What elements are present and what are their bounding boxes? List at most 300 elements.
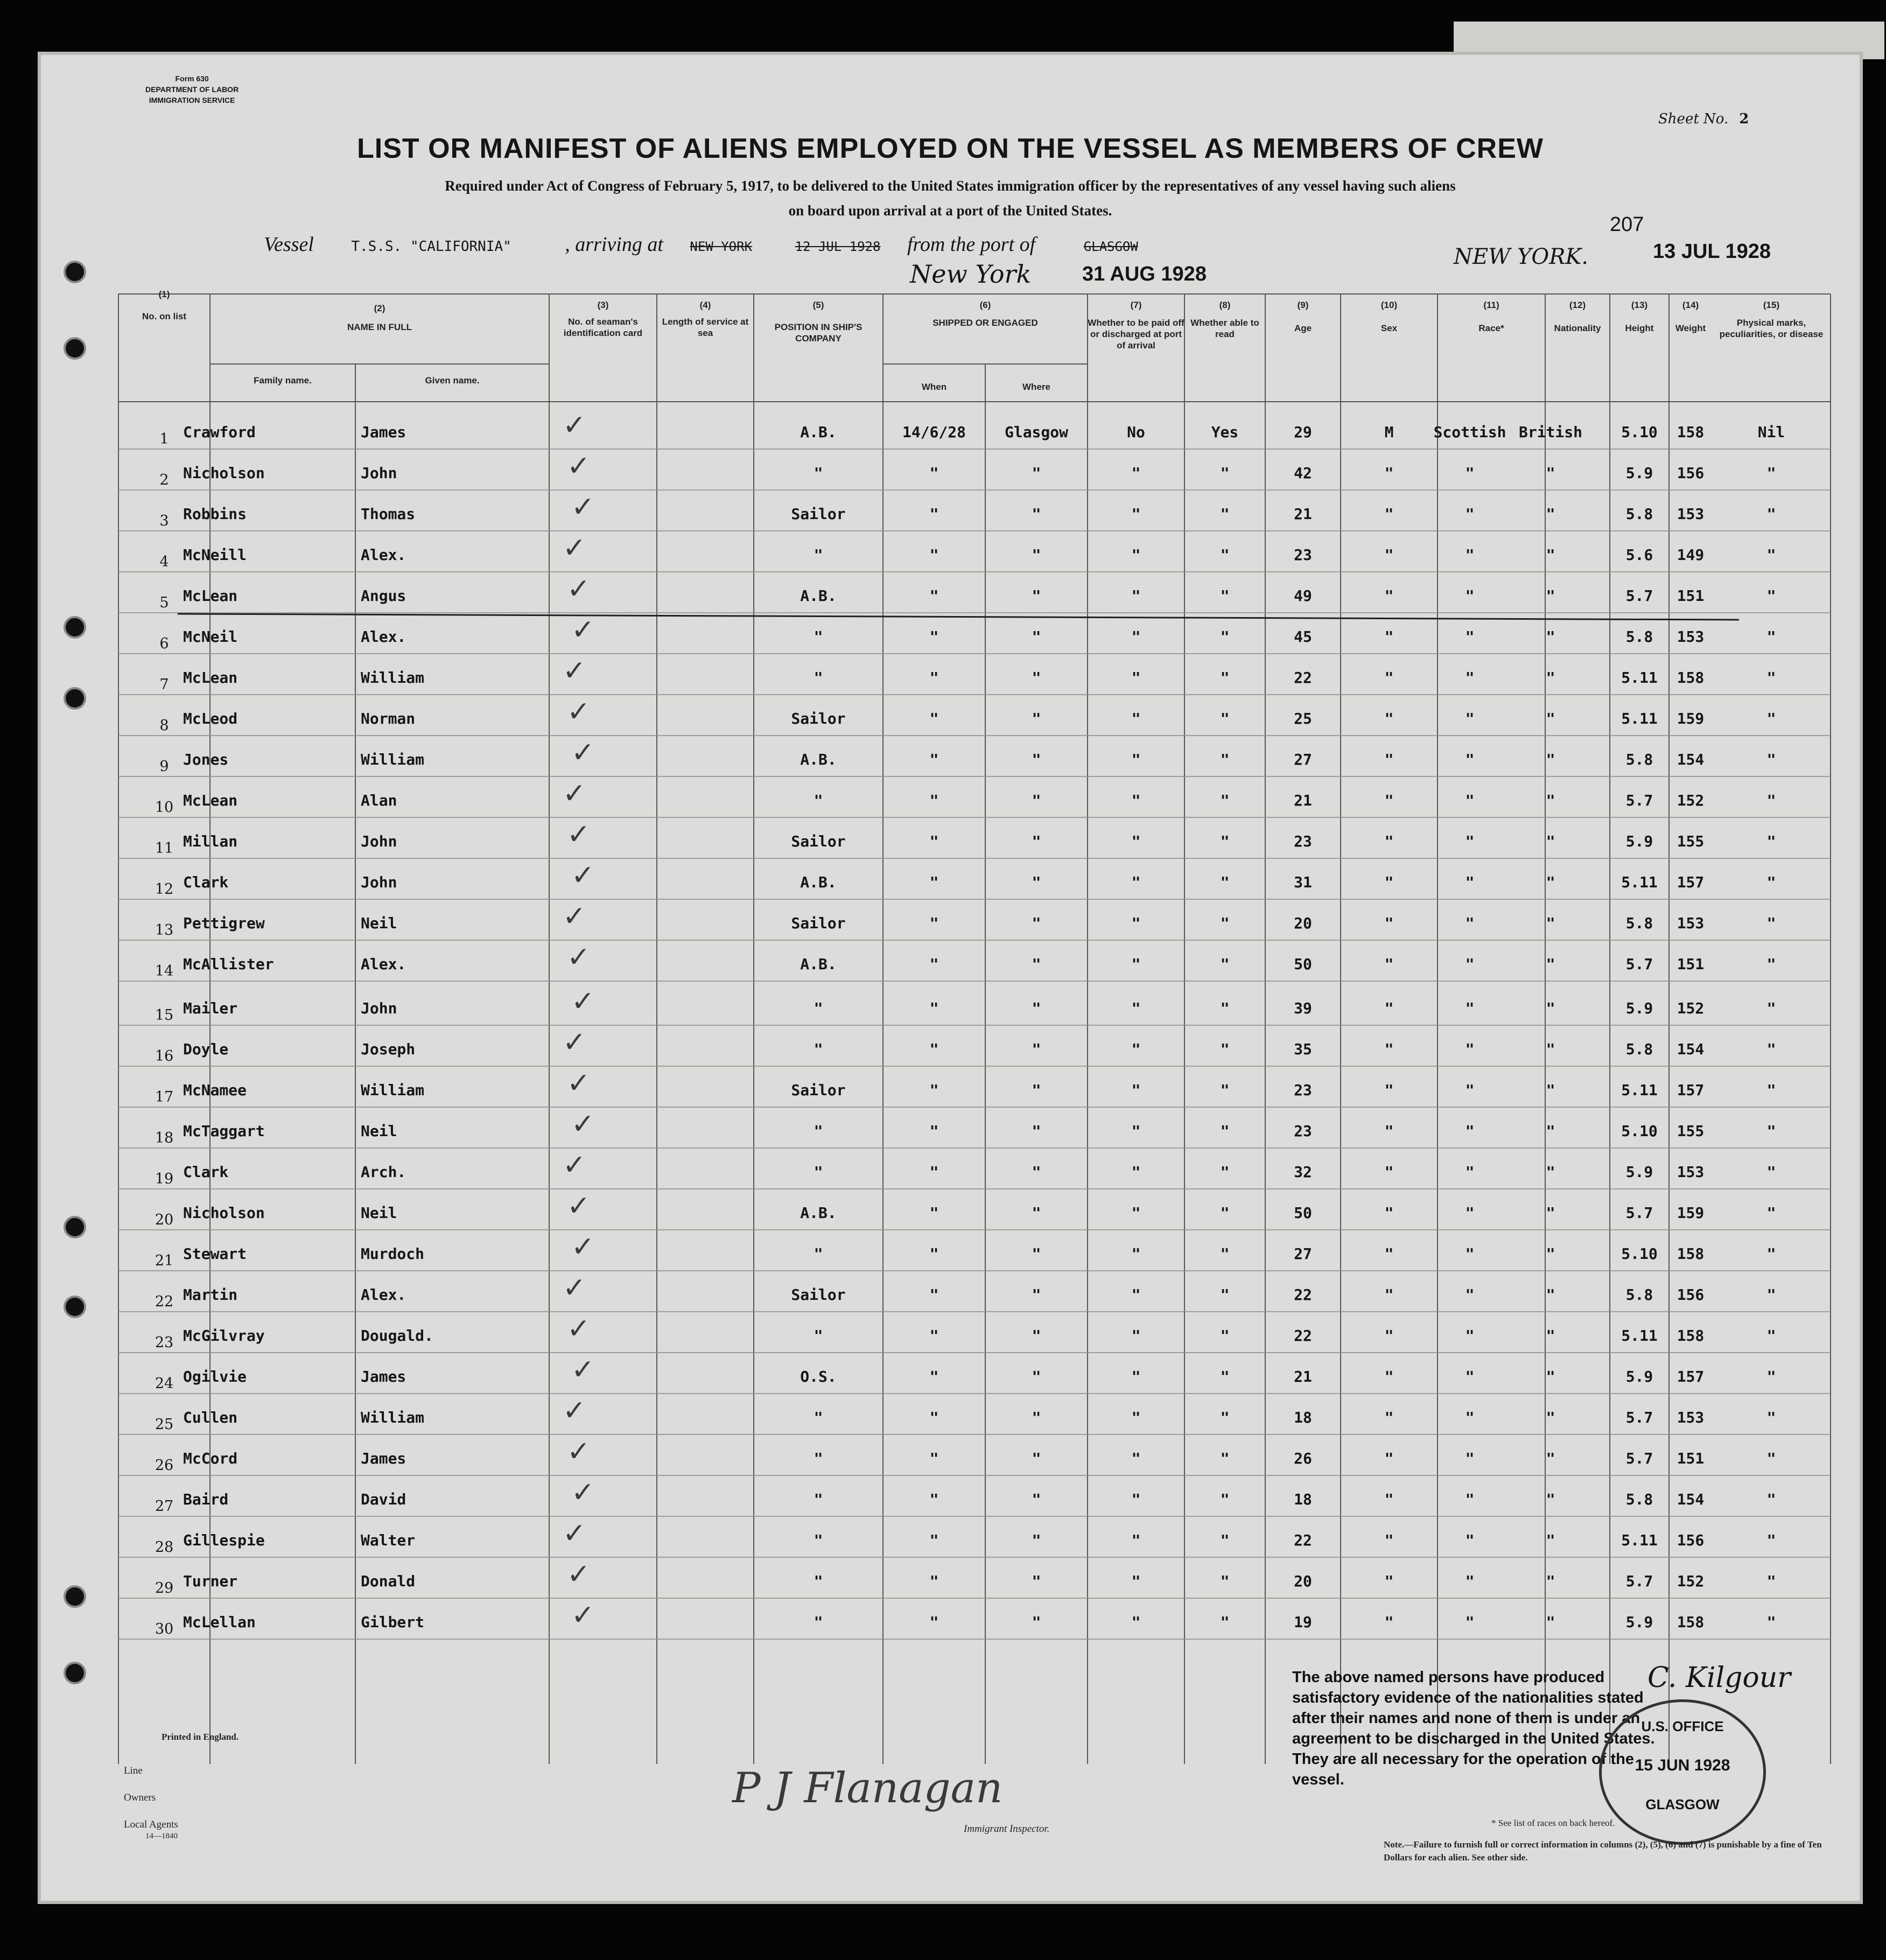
cell-paid: " <box>1131 505 1141 523</box>
cell-weight: 157 <box>1677 1081 1705 1099</box>
cell-when: 14/6/28 <box>902 423 966 441</box>
cell-given: Neil <box>361 1122 397 1140</box>
cell-weight: 154 <box>1677 1040 1705 1058</box>
cell-marks: " <box>1766 1572 1776 1590</box>
col2b-label: Given name. <box>425 375 480 386</box>
footer-line-label: Line <box>124 1765 143 1776</box>
cell-age: 49 <box>1294 587 1312 605</box>
check-mark-icon: ✓ <box>567 696 591 728</box>
cell-paid: " <box>1131 832 1141 850</box>
cell-paid: " <box>1131 1613 1141 1631</box>
cell-paid: " <box>1131 1040 1141 1058</box>
col13-label: Height <box>1625 323 1654 333</box>
cell-paid: " <box>1131 710 1141 727</box>
check-mark-icon: ✓ <box>563 1026 586 1059</box>
cell-marks: " <box>1766 1040 1776 1058</box>
col14-num: (14) <box>1682 300 1699 310</box>
check-mark-icon: ✓ <box>567 1558 591 1591</box>
cell-when: " <box>929 1490 939 1508</box>
cell-marks: Nil <box>1757 423 1785 441</box>
cell-where: " <box>1032 1572 1041 1590</box>
cell-height: 5.9 <box>1625 1368 1653 1385</box>
office-stamp <box>1599 1699 1766 1845</box>
cell-age: 27 <box>1294 751 1312 768</box>
cell-when: " <box>929 505 939 523</box>
office-stamp-top: U.S. OFFICE <box>1641 1718 1724 1734</box>
cell-family: McNamee <box>183 1081 247 1099</box>
cell-paid: " <box>1131 1409 1141 1426</box>
port-handwritten: NEW YORK. <box>1454 244 1588 269</box>
cell-where: " <box>1032 669 1041 687</box>
cell-weight: 151 <box>1677 587 1705 605</box>
office-stamp-bottom: GLASGOW <box>1645 1796 1720 1812</box>
cell-nat: " <box>1546 1450 1555 1467</box>
cell-marks: " <box>1766 1122 1776 1140</box>
cell-age: 39 <box>1294 999 1312 1017</box>
cell-read: " <box>1220 873 1230 891</box>
cell-read: " <box>1220 628 1230 646</box>
vessel-label: Vessel <box>264 233 314 256</box>
form-number: Form 630 <box>175 74 209 83</box>
cell-marks: " <box>1766 505 1776 523</box>
cell-weight: 158 <box>1677 1245 1705 1263</box>
cell-family: Pettigrew <box>183 914 265 932</box>
check-mark-icon: ✓ <box>567 1436 591 1468</box>
cell-given: Arch. <box>361 1163 406 1181</box>
cell-family: Martin <box>183 1286 238 1304</box>
cell-when: " <box>929 587 939 605</box>
cell-weight: 152 <box>1677 1572 1705 1590</box>
cell-family: McNeill <box>183 546 247 564</box>
cell-family: Stewart <box>183 1245 247 1263</box>
port-struck: GLASGOW <box>1083 239 1138 254</box>
cell-no: 26 <box>155 1457 174 1474</box>
cell-nat: British <box>1518 423 1582 441</box>
cell-weight: 158 <box>1677 1327 1705 1345</box>
cell-no: 6 <box>159 635 169 652</box>
check-mark-icon: ✓ <box>571 1108 595 1140</box>
cell-age: 21 <box>1294 792 1312 809</box>
cell-read: " <box>1220 1368 1230 1385</box>
officer-signature: C. Kilgour <box>1647 1662 1791 1694</box>
cell-read: " <box>1220 792 1230 809</box>
cell-when: " <box>929 669 939 687</box>
check-mark-icon: ✓ <box>571 491 595 523</box>
cell-race: " <box>1465 1081 1475 1099</box>
col1-label: No. on list <box>142 311 187 321</box>
cell-age: 21 <box>1294 505 1312 523</box>
cell-weight: 155 <box>1677 1122 1705 1140</box>
cell-age: 22 <box>1294 1286 1312 1304</box>
cell-where: " <box>1032 1531 1041 1549</box>
cell-weight: 159 <box>1677 1204 1705 1222</box>
check-mark-icon: ✓ <box>563 1149 586 1181</box>
cell-where: " <box>1032 1613 1041 1631</box>
cell-read: " <box>1220 1286 1230 1304</box>
cell-weight: 153 <box>1677 914 1705 932</box>
cell-age: 23 <box>1294 832 1312 850</box>
sheet-value: 2 <box>1739 111 1749 127</box>
cell-where: " <box>1032 914 1041 932</box>
cell-no: 21 <box>155 1252 174 1269</box>
cell-paid: " <box>1131 792 1141 809</box>
cell-no: 16 <box>155 1048 174 1065</box>
cell-age: 50 <box>1294 1204 1312 1222</box>
cell-nat: " <box>1546 999 1555 1017</box>
col2a-label: Family name. <box>254 375 312 386</box>
cell-family: Millan <box>183 832 238 850</box>
cell-weight: 151 <box>1677 955 1705 973</box>
cell-where: " <box>1032 1204 1041 1222</box>
cell-marks: " <box>1766 1613 1776 1631</box>
sheet-label: Sheet No. <box>1658 111 1729 127</box>
cell-position: Sailor <box>791 505 846 523</box>
cell-given: William <box>361 1409 425 1426</box>
binder-hole <box>64 1662 86 1684</box>
cell-when: " <box>929 710 939 727</box>
cell-family: Doyle <box>183 1040 229 1058</box>
col12-label: Nationality <box>1554 323 1601 333</box>
check-mark-icon: ✓ <box>567 1313 591 1345</box>
cell-sex: " <box>1384 464 1394 482</box>
cell-height: 5.7 <box>1625 955 1653 973</box>
cell-given: John <box>361 999 397 1017</box>
cell-family: Robbins <box>183 505 247 523</box>
cell-paid: " <box>1131 873 1141 891</box>
cell-family: McGilvray <box>183 1327 265 1345</box>
cell-no: 8 <box>159 717 169 734</box>
col11-num: (11) <box>1483 300 1499 310</box>
cell-marks: " <box>1766 546 1776 564</box>
cell-read: " <box>1220 955 1230 973</box>
cell-when: " <box>929 955 939 973</box>
cell-sex: " <box>1384 1286 1394 1304</box>
check-mark-icon: ✓ <box>563 532 586 564</box>
cell-height: 5.8 <box>1625 628 1653 646</box>
cell-nat: " <box>1546 669 1555 687</box>
check-mark-icon: ✓ <box>567 1067 591 1100</box>
cell-sex: " <box>1384 628 1394 646</box>
cell-marks: " <box>1766 1409 1776 1426</box>
cell-where: " <box>1032 1163 1041 1181</box>
cell-height: 5.8 <box>1625 751 1653 768</box>
check-mark-icon: ✓ <box>563 1517 586 1550</box>
footer-agents-code: 14—1840 <box>145 1832 178 1840</box>
cell-sex: M <box>1384 423 1394 441</box>
cell-where: " <box>1032 873 1041 891</box>
cell-height: 5.9 <box>1625 464 1653 482</box>
cell-height: 5.7 <box>1625 1409 1653 1426</box>
cell-when: " <box>929 751 939 768</box>
cell-when: " <box>929 914 939 932</box>
cell-when: " <box>929 1327 939 1345</box>
cell-when: " <box>929 1613 939 1631</box>
cell-age: 35 <box>1294 1040 1312 1058</box>
cell-position: Sailor <box>791 832 846 850</box>
inspector-label: Immigrant Inspector. <box>964 1823 1050 1835</box>
cell-position: Sailor <box>791 710 846 727</box>
cell-given: John <box>361 464 397 482</box>
cell-paid: " <box>1131 999 1141 1017</box>
cell-no: 3 <box>159 513 169 529</box>
footer-owners-label: Owners <box>124 1792 156 1803</box>
footer-agents-label: Local Agents <box>124 1819 178 1830</box>
col2-num: (2) <box>374 303 385 313</box>
cell-family: Nicholson <box>183 1204 265 1222</box>
cell-position: Sailor <box>791 1081 846 1099</box>
cell-position: A.B. <box>800 587 837 605</box>
cell-position: " <box>814 1572 823 1590</box>
cell-no: 20 <box>155 1212 174 1228</box>
cell-height: 5.11 <box>1621 1531 1658 1549</box>
cell-sex: " <box>1384 1531 1394 1549</box>
cell-where: " <box>1032 792 1041 809</box>
cell-family: McLean <box>183 669 238 687</box>
cell-race: " <box>1465 669 1475 687</box>
cell-given: John <box>361 873 397 891</box>
cell-age: 22 <box>1294 1531 1312 1549</box>
cell-marks: " <box>1766 1245 1776 1263</box>
cell-family: Clark <box>183 1163 229 1181</box>
cell-position: " <box>814 464 823 482</box>
cell-height: 5.9 <box>1625 1613 1653 1631</box>
cell-no: 2 <box>159 472 169 488</box>
cell-nat: " <box>1546 1040 1555 1058</box>
check-mark-icon: ✓ <box>571 1231 595 1263</box>
reference-number: 207 <box>1610 213 1644 236</box>
received-date-stamp: 13 JUL 1928 <box>1653 240 1771 263</box>
cell-family: Ogilvie <box>183 1368 247 1385</box>
cell-read: " <box>1220 1450 1230 1467</box>
cell-height: 5.6 <box>1625 546 1653 564</box>
cell-when: " <box>929 873 939 891</box>
col14-label: Weight <box>1675 323 1706 333</box>
cell-race: " <box>1465 1204 1475 1222</box>
check-mark-icon: ✓ <box>563 900 586 933</box>
cell-nat: " <box>1546 1286 1555 1304</box>
cell-position: A.B. <box>800 873 837 891</box>
cell-race: " <box>1465 1572 1475 1590</box>
cell-race: " <box>1465 628 1475 646</box>
cell-nat: " <box>1546 1368 1555 1385</box>
cell-sex: " <box>1384 999 1394 1017</box>
cell-when: " <box>929 1286 939 1304</box>
cell-paid: " <box>1131 1122 1141 1140</box>
cell-where: " <box>1032 587 1041 605</box>
cell-weight: 152 <box>1677 792 1705 809</box>
cell-nat: " <box>1546 505 1555 523</box>
check-mark-icon: ✓ <box>567 450 591 482</box>
cell-race: " <box>1465 1245 1475 1263</box>
cell-race: " <box>1465 1327 1475 1345</box>
printed-in: Printed in England. <box>162 1732 239 1742</box>
cell-paid: " <box>1131 1368 1141 1385</box>
cell-sex: " <box>1384 1122 1394 1140</box>
cell-where: " <box>1032 1409 1041 1426</box>
cell-race: " <box>1465 505 1475 523</box>
cell-where: " <box>1032 955 1041 973</box>
cell-race: " <box>1465 751 1475 768</box>
cell-height: 5.11 <box>1621 1327 1658 1345</box>
cell-race: " <box>1465 873 1475 891</box>
cell-given: Dougald. <box>361 1327 433 1345</box>
arriving-struck: NEW YORK <box>690 239 753 254</box>
cell-position: Sailor <box>791 914 846 932</box>
col8-label: Whether able to read <box>1190 318 1259 339</box>
cell-given: William <box>361 669 425 687</box>
cell-read: " <box>1220 1572 1230 1590</box>
cell-marks: " <box>1766 832 1776 850</box>
cell-paid: " <box>1131 546 1141 564</box>
cell-nat: " <box>1546 464 1555 482</box>
col4-label: Length of service at sea <box>662 317 749 338</box>
cell-nat: " <box>1546 832 1555 850</box>
cell-family: Baird <box>183 1490 229 1508</box>
cell-marks: " <box>1766 587 1776 605</box>
cell-given: Neil <box>361 1204 397 1222</box>
cell-weight: 151 <box>1677 1450 1705 1467</box>
cell-when: " <box>929 628 939 646</box>
cell-race: " <box>1465 832 1475 850</box>
cell-weight: 149 <box>1677 546 1705 564</box>
cell-read: " <box>1220 1245 1230 1263</box>
cell-given: Alan <box>361 792 397 809</box>
col5-num: (5) <box>812 300 824 310</box>
cell-age: 50 <box>1294 955 1312 973</box>
cell-read: " <box>1220 587 1230 605</box>
cell-where: " <box>1032 546 1041 564</box>
cell-paid: " <box>1131 1286 1141 1304</box>
cell-height: 5.7 <box>1625 1450 1653 1467</box>
cell-where: Glasgow <box>1004 423 1068 441</box>
cell-position: " <box>814 1531 823 1549</box>
cell-sex: " <box>1384 873 1394 891</box>
cell-height: 5.11 <box>1621 1081 1658 1099</box>
cell-position: A.B. <box>800 751 837 768</box>
form-service: IMMIGRATION SERVICE <box>149 96 235 104</box>
cell-race: " <box>1465 1368 1475 1385</box>
cell-no: 18 <box>155 1130 174 1146</box>
cell-family: McLeod <box>183 710 238 727</box>
form-department: DEPARTMENT OF LABOR <box>145 85 239 94</box>
cell-when: " <box>929 832 939 850</box>
cell-nat: " <box>1546 873 1555 891</box>
cell-where: " <box>1032 999 1041 1017</box>
cell-given: Thomas <box>361 505 416 523</box>
cell-no: 1 <box>159 431 169 447</box>
cell-family: McTaggart <box>183 1122 265 1140</box>
cell-no: 14 <box>155 963 174 979</box>
cell-when: " <box>929 546 939 564</box>
cell-paid: " <box>1131 1081 1141 1099</box>
cell-family: Crawford <box>183 423 256 441</box>
cell-position: " <box>814 1613 823 1631</box>
cell-height: 5.10 <box>1621 1245 1658 1263</box>
cell-given: Joseph <box>361 1040 416 1058</box>
cell-family: McLellan <box>183 1613 256 1631</box>
cell-nat: " <box>1546 955 1555 973</box>
col4-num: (4) <box>699 300 711 310</box>
cell-family: Gillespie <box>183 1531 265 1549</box>
cell-when: " <box>929 1081 939 1099</box>
cell-given: Walter <box>361 1531 416 1549</box>
cell-paid: " <box>1131 1572 1141 1590</box>
cell-when: " <box>929 1531 939 1549</box>
check-mark-icon: ✓ <box>567 818 591 851</box>
cell-given: Angus <box>361 587 406 605</box>
subtitle-line-1: Required under Act of Congress of February 5, 1917, to be delivered to the United States immigration officer by the representatives of any vessel having such aliens <box>445 178 1456 194</box>
check-mark-icon: ✓ <box>563 778 586 810</box>
cell-sex: " <box>1384 546 1394 564</box>
races-note: * See list of races on back hereof. <box>1491 1818 1615 1828</box>
col15-num: (15) <box>1763 300 1780 310</box>
cell-weight: 155 <box>1677 832 1705 850</box>
cell-race: " <box>1465 1531 1475 1549</box>
cell-paid: " <box>1131 1450 1141 1467</box>
cell-sex: " <box>1384 955 1394 973</box>
cell-given: Alex. <box>361 1286 406 1304</box>
cell-position: A.B. <box>800 1204 837 1222</box>
cell-height: 5.7 <box>1625 1572 1653 1590</box>
cell-given: Alex. <box>361 546 406 564</box>
cell-height: 5.7 <box>1625 792 1653 809</box>
cell-race: " <box>1465 1450 1475 1467</box>
cell-sex: " <box>1384 1081 1394 1099</box>
cell-position: " <box>814 1327 823 1345</box>
check-mark-icon: ✓ <box>571 737 595 769</box>
cell-age: 27 <box>1294 1245 1312 1263</box>
col10-label: Sex <box>1380 323 1398 333</box>
cell-height: 5.9 <box>1625 1163 1653 1181</box>
cell-nat: " <box>1546 628 1555 646</box>
cell-nat: " <box>1546 1204 1555 1222</box>
cell-marks: " <box>1766 914 1776 932</box>
cell-age: 23 <box>1294 1122 1312 1140</box>
cell-family: McLean <box>183 792 238 809</box>
cell-where: " <box>1032 751 1041 768</box>
col6-label: SHIPPED OR ENGAGED <box>933 318 1038 328</box>
cell-race: " <box>1465 914 1475 932</box>
cell-position: " <box>814 1245 823 1263</box>
cell-when: " <box>929 1122 939 1140</box>
cell-sex: " <box>1384 710 1394 727</box>
cell-read: Yes <box>1211 423 1239 441</box>
cell-paid: " <box>1131 751 1141 768</box>
cell-race: " <box>1465 1490 1475 1508</box>
cell-no: 30 <box>155 1621 174 1637</box>
cell-race: " <box>1465 1163 1475 1181</box>
cell-sex: " <box>1384 1245 1394 1263</box>
cell-age: 18 <box>1294 1409 1312 1426</box>
cell-age: 42 <box>1294 464 1312 482</box>
cell-paid: " <box>1131 1204 1141 1222</box>
cell-race: " <box>1465 1040 1475 1058</box>
cell-race: Scottish <box>1433 423 1506 441</box>
cell-sex: " <box>1384 1409 1394 1426</box>
check-mark-icon: ✓ <box>571 1476 595 1509</box>
manifest-sheet <box>38 52 1863 1904</box>
cell-read: " <box>1220 1409 1230 1426</box>
col10-num: (10) <box>1380 300 1398 310</box>
cell-paid: No <box>1127 423 1145 441</box>
cell-when: " <box>929 1368 939 1385</box>
cell-paid: " <box>1131 464 1141 482</box>
cell-position: A.B. <box>800 955 837 973</box>
cell-nat: " <box>1546 1163 1555 1181</box>
binder-hole <box>64 1216 86 1238</box>
arriving-label: , arriving at <box>565 233 663 256</box>
check-mark-icon: ✓ <box>567 1190 591 1222</box>
